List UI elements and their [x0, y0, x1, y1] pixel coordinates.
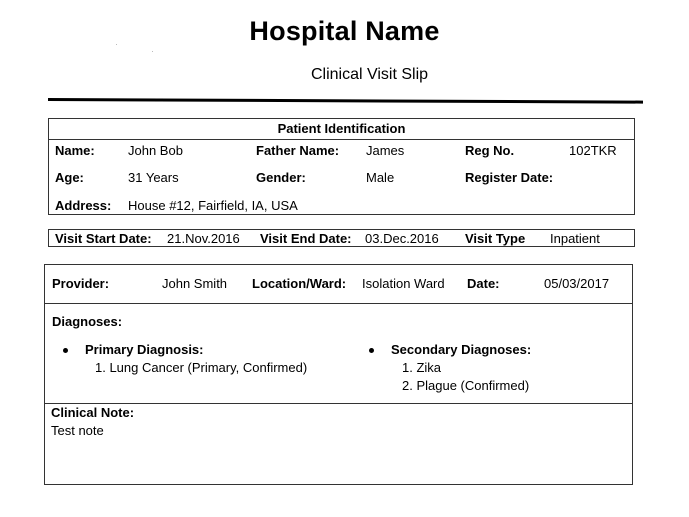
visit-start-date: 21.Nov.2016: [167, 231, 240, 246]
father-name-label: Father Name:: [256, 143, 340, 158]
reg-no-label: Reg No.: [465, 143, 515, 158]
diagnoses-label: Diagnoses:: [52, 314, 123, 329]
primary-diagnosis-label: Primary Diagnosis:: [85, 342, 204, 357]
secondary-diagnosis-item: 1. Zika: [402, 360, 442, 375]
patient-gender: Male: [366, 170, 395, 185]
secondary-diagnosis-item: 2. Plague (Confirmed): [402, 378, 530, 393]
date-label: Date:: [467, 276, 500, 291]
clinical-note-label: Clinical Note:: [51, 405, 135, 420]
hospital-name: Hospital Name: [249, 16, 440, 46]
primary-diagnosis-item: 1. Lung Cancer (Primary, Confirmed): [95, 360, 308, 375]
provider-label: Provider:: [52, 276, 110, 291]
provider-name: John Smith: [162, 276, 228, 291]
secondary-diagnoses-label: Secondary Diagnoses:: [391, 342, 532, 357]
header-divider: [48, 98, 643, 104]
bullet-icon: [63, 348, 68, 353]
age-label: Age:: [55, 170, 84, 185]
name-label: Name:: [55, 143, 95, 158]
visit-type-label: Visit Type: [465, 231, 526, 246]
register-date-label: Register Date:: [465, 170, 554, 185]
scan-speck: [152, 51, 153, 52]
address-label: Address:: [55, 198, 112, 213]
bullet-icon: [369, 348, 374, 353]
patient-address: House #12, Fairfield, IA, USA: [128, 198, 298, 213]
section-divider: [45, 303, 632, 304]
visit-start-label: Visit Start Date:: [55, 231, 152, 246]
scan-speck: [116, 44, 117, 45]
reg-no: 102TKR: [569, 143, 617, 158]
visit-end-date: 03.Dec.2016: [365, 231, 439, 246]
section-divider: [49, 139, 634, 140]
visit-end-label: Visit End Date:: [260, 231, 352, 246]
patient-section-title: Patient Identification: [277, 121, 406, 136]
visit-date: 05/03/2017: [544, 276, 610, 291]
gender-label: Gender:: [256, 170, 306, 185]
father-name: James: [366, 143, 405, 158]
location-label: Location/Ward:: [252, 276, 347, 291]
section-divider: [45, 403, 632, 404]
patient-age: 31 Years: [128, 170, 179, 185]
location-ward: Isolation Ward: [362, 276, 445, 291]
clinical-note-text: Test note: [51, 423, 104, 438]
patient-name: John Bob: [128, 143, 183, 158]
slip-title: Clinical Visit Slip: [310, 66, 429, 83]
visit-type: Inpatient: [550, 231, 600, 246]
